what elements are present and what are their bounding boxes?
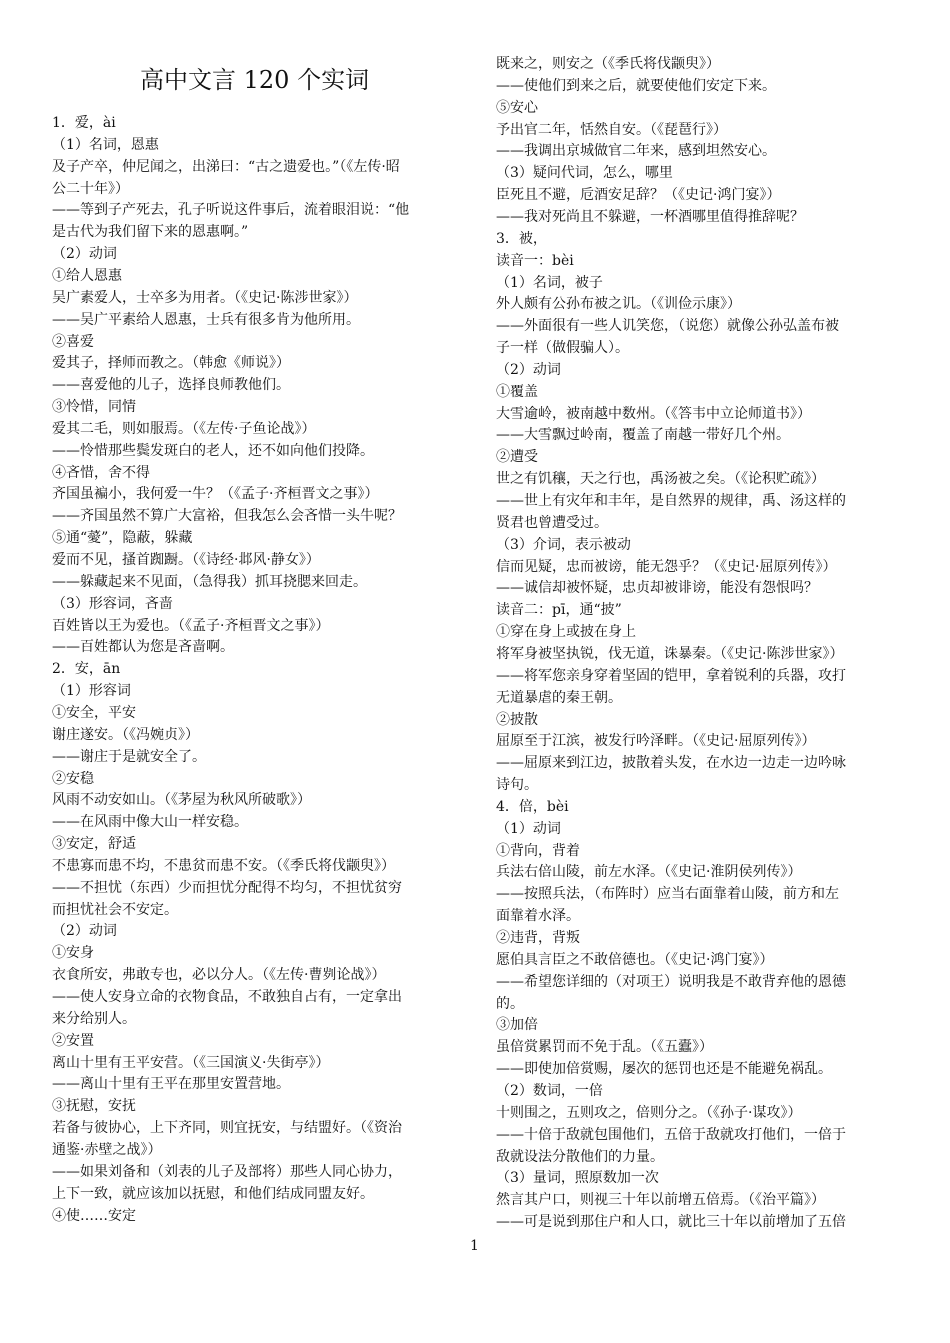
text-line: ——希望您详细的（对项王）说明我是不敢背弃他的恩德 [496, 973, 846, 990]
text-line: 4．倍，bèi [496, 798, 569, 815]
text-line: ③抚慰，安抚 [52, 1098, 136, 1115]
text-line: 读音一：bèi [496, 252, 574, 269]
text-line: ——离山十里有王平在那里安置营地。 [52, 1076, 290, 1093]
text-line: ——按照兵法，（布阵时）应当右面靠着山陵，前方和左 [496, 886, 839, 903]
text-line: 愿伯具言臣之不敢倍德也。（《史记·鸿门宴》） [496, 951, 774, 968]
text-line: 齐国虽褊小，我何爱一牛？（《孟子·齐桓晋文之事》） [52, 486, 379, 503]
text-line: 爱其二毛，则如服焉。（《左传·子鱼论战》） [52, 420, 316, 437]
text-line: ②遭受 [496, 449, 538, 466]
text-line: ——屈原来到江边，披散着头发，在水边一边走一边吟咏 [496, 755, 846, 772]
text-line: ——即使加倍赏赐，屡次的惩罚也还是不能避免祸乱。 [496, 1061, 832, 1078]
text-line: 诗句。 [496, 777, 538, 794]
text-line: 敌就设法分散他们的力量。 [496, 1148, 664, 1165]
text-line: ——谢庄于是就安全了。 [52, 748, 206, 765]
text-line: 而担忧社会不安定。 [52, 901, 178, 918]
text-line: 贤君也曾遭受过。 [496, 514, 608, 531]
text-line: 世之有饥穰，天之行也，禹汤被之矣。（《论积贮疏》） [496, 471, 825, 488]
text-line: ②违背，背叛 [496, 930, 580, 946]
text-line: ①安身 [52, 945, 94, 962]
text-line: （2）动词 [52, 246, 117, 263]
text-line: 外人颇有公孙布被之讥。（《训俭示康》） [496, 296, 741, 313]
text-line: ——将军您亲身穿着坚固的铠甲，拿着锐利的兵器，攻打 [496, 667, 846, 684]
text-line: ④使……安定 [52, 1207, 136, 1224]
text-line: ——吴广平素给人恩惠，士兵有很多肯为他所用。 [52, 311, 360, 328]
text-line: 十则围之，五则攻之，倍则分之。（《孙子·谋攻》） [496, 1104, 802, 1121]
text-line: ③加倍 [496, 1017, 538, 1034]
text-line: （1）名词，被子 [496, 274, 603, 291]
text-line: ②安置 [52, 1032, 94, 1049]
text-line: ——在风雨中像大山一样安稳。 [52, 814, 248, 831]
text-line: 面靠着水泽。 [496, 908, 580, 925]
text-line: 爱其子，择师而教之。（韩愈《师说》） [52, 355, 290, 372]
text-line: ——我对死尚且不躲避，一杯酒哪里值得推辞呢？ [496, 208, 804, 225]
text-line: （2）动词 [496, 361, 561, 378]
text-line: （1）名词，恩惠 [52, 136, 159, 153]
text-line: ——诚信却被怀疑，忠贞却被诽谤，能没有怨恨吗？ [496, 580, 818, 597]
text-line: 公二十年》） [52, 180, 129, 197]
text-line: （3）量词，照原数加一次 [496, 1170, 659, 1187]
text-line: 不患寡而患不均，不患贫而患不安。（《季氏将伐颛臾》） [52, 857, 395, 874]
text-line: ——怜惜那些鬓发斑白的老人，还不如向他们投降。 [52, 442, 374, 459]
text-line: ——十倍于敌就包围他们，五倍于敌就攻打他们，一倍于 [496, 1126, 846, 1143]
text-line: ——如果刘备和（刘表的儿子及部将）那些人同心协力， [52, 1163, 402, 1180]
text-line: （3）形容词，吝啬 [52, 595, 173, 612]
text-line: ③怜惜，同情 [52, 399, 136, 416]
text-line: ①覆盖 [496, 383, 538, 400]
text-line: 然言其户口，则视三十年以前增五倍焉。（《治平篇》） [496, 1192, 825, 1209]
text-line: 上下一致，就应该加以抚慰，和他们结成同盟友好。 [52, 1185, 374, 1202]
page-number: 1 [470, 1238, 479, 1254]
text-line: ②披散 [496, 711, 538, 728]
text-line: 虽倍赏累罚而不免于乱。（《五蠹》） [496, 1039, 713, 1056]
text-line: （3）介词，表示被动 [496, 536, 631, 553]
text-line: ——喜爱他的儿子，选择良师教他们。 [52, 377, 290, 394]
text-line: ⑤安心 [496, 99, 538, 116]
text-line: ③安定，舒适 [52, 836, 136, 853]
text-line: ——躲藏起来不见面，（急得我）抓耳挠腮来回走。 [52, 573, 367, 590]
text-line: ——百姓都认为您是吝啬啊。 [52, 639, 234, 656]
text-line: 谢庄遂安。（《冯婉贞》） [52, 726, 199, 743]
text-line: （2）数词，一倍 [496, 1082, 603, 1099]
text-line: 吴广素爱人，士卒多为用者。（《史记·陈涉世家》） [52, 289, 358, 306]
text-line: 臣死且不避，卮酒安足辞？（《史记·鸿门宴》） [496, 187, 781, 204]
text-line: ——使他们到来之后，就要使他们安定下来。 [496, 77, 776, 94]
text-line: 是古代为我们留下来的恩惠啊。” [52, 224, 249, 241]
text-line: 既来之，则安之（《季氏将伐颛臾》） [496, 56, 720, 72]
text-line: 爱而不见，搔首踟蹰。（《诗经·邶风·静女》） [52, 552, 320, 568]
text-line: ——世上有灾年和丰年，是自然界的规律，禹、汤这样的 [496, 493, 846, 509]
text-line: ④吝惜，舍不得 [52, 464, 150, 481]
text-line: 将军身被坚执锐，伐无道，诛暴秦。（《史记·陈涉世家》） [496, 645, 844, 662]
text-line: ——大雪飘过岭南，覆盖了南越一带好几个州。 [496, 427, 790, 444]
text-line: 及子产卒，仲尼闻之，出涕曰：“古之遗爱也。”（《左传·昭 [52, 158, 400, 175]
text-line: ⑤通“薆”，隐蔽，躲藏 [52, 530, 193, 547]
text-line: ①安全，平安 [52, 704, 136, 721]
text-line: 信而见疑，忠而被谤，能无怨乎？（《史记·屈原列传》） [496, 558, 837, 575]
text-line: 无道暴虐的秦王朝。 [496, 689, 622, 706]
text-line: 兵法右倍山陵，前左水泽。（《史记·淮阴侯列传》） [496, 864, 802, 881]
text-line: ——使人安身立命的衣物食品，不敢独自占有，一定拿出 [52, 989, 402, 1005]
text-line: ①穿在身上或披在身上 [496, 624, 636, 641]
document-title: 高中文言 120 个实词 [140, 66, 370, 94]
text-line: ——不担忧（东西）少而担忧分配得不均匀，不担忧贫穷 [52, 879, 402, 896]
text-line: （3）疑问代词，怎么，哪里 [496, 165, 673, 182]
text-line: ①背向，背着 [496, 842, 580, 859]
text-line: 屈原至于江滨，被发行吟泽畔。（《史记·屈原列传》） [496, 733, 816, 750]
text-line: ——等到子产死去，孔子听说这件事后，流着眼泪说：“他 [52, 202, 410, 219]
text-line: 来分给别人。 [52, 1010, 136, 1027]
text-line: 大雪逾岭，被南越中数州。（《答韦中立论师道书》） [496, 405, 811, 422]
text-line: 的。 [496, 995, 524, 1012]
text-line: 通鉴·赤壁之战》） [52, 1141, 162, 1158]
text-line: 百姓皆以王为爱也。（《孟子·齐桓晋文之事》） [52, 617, 330, 634]
text-line: 3．被， [496, 230, 547, 247]
text-line: （1）形容词 [52, 683, 131, 700]
text-line: ②安稳 [52, 770, 94, 787]
text-line: ——可是说到那住户和人口，就比三十年以前增加了五倍 [496, 1214, 846, 1231]
text-line: 风雨不动安如山。（《茅屋为秋风所破歌》） [52, 792, 311, 809]
text-line: ——齐国虽然不算广大富裕，但我怎么会吝惜一头牛呢？ [52, 508, 402, 525]
text-line: 离山十里有王平安营。（《三国演义·失街亭》） [52, 1054, 330, 1071]
text-line: （2）动词 [52, 923, 117, 940]
text-line: 予出官二年，恬然自安。（《琵琶行》） [496, 121, 727, 138]
text-line: 2．安，ān [52, 661, 121, 678]
text-line: 1．爱，ài [52, 115, 116, 131]
text-line: 衣食所安，弗敢专也，必以分人。（《左传·曹刿论战》） [52, 967, 386, 984]
text-line: ——我调出京城做官二年来，感到坦然安心。 [496, 143, 776, 160]
text-line: 读音二：pī，通“披” [496, 602, 622, 619]
text-line: ②喜爱 [52, 333, 94, 350]
text-line: ——外面很有一些人讥笑您，（说您）就像公孙弘盖布被 [496, 318, 839, 335]
text-line: （1）动词 [496, 820, 561, 837]
text-line: ①给人恩惠 [52, 267, 122, 284]
text-line: 若备与彼协心，上下齐同，则宜抚安，与结盟好。（《资治 [52, 1120, 402, 1137]
text-line: 子一样（做假骗人）。 [496, 340, 629, 357]
